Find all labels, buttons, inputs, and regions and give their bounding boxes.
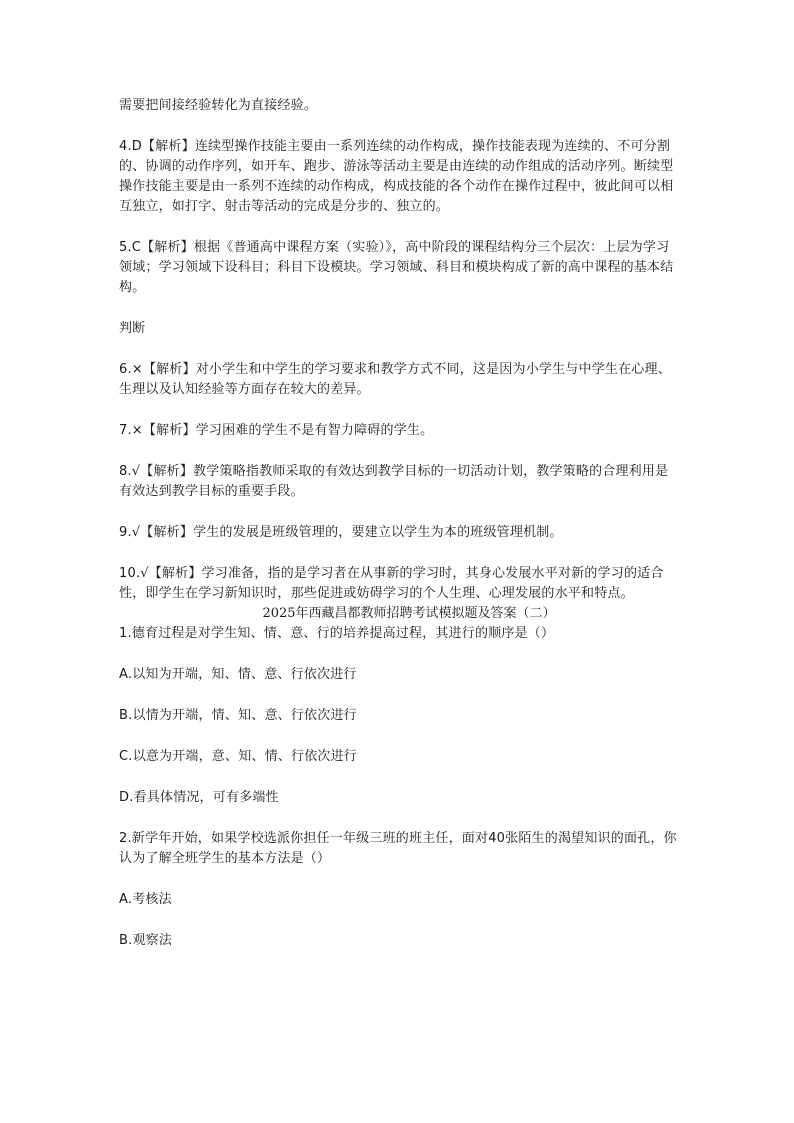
question-2-option-b: B.观察法 <box>119 933 173 948</box>
question-2: 2.新学年开始，如果学校选派你担任一年级三班的班主任，面对40张陌生的渴望知识的面孔，你认为了解全班学生的基本方法是（） <box>119 831 677 866</box>
question-1: 1.德育过程是对学生知、情、意、行的培养提高过程，其进行的顺序是（） <box>119 626 555 641</box>
question-1-option-a: A.以知为开端，知、情、意、行依次进行 <box>119 667 357 682</box>
question-1-option-b: B.以情为开端，情、知、意、行依次进行 <box>119 708 357 723</box>
question-1-option-c: C.以意为开端，意、知、情、行依次进行 <box>119 749 358 764</box>
question-1-option-d: D.看具体情况，可有多端性 <box>119 790 279 805</box>
answer-tail: 需要把间接经验转化为直接经验。 <box>119 98 318 113</box>
answer-6: 6.×【解析】对小学生和中学生的学习要求和教学方式不同，这是因为小学生与中学生在心理、生理以及认知经验等方面存在较大的差异。 <box>119 362 671 397</box>
answer-10: 10.√【解析】学习准备，指的是学习者在从事新的学习时，其身心发展水平对新的学习的适合性，即学生在学习新知识时，那些促进或妨碍学习的个人生理、心理发展的水平和特点。 <box>119 566 664 601</box>
question-2-option-a: A.考核法 <box>119 892 172 907</box>
section-heading-judgment: 判断 <box>119 321 146 336</box>
exam-title: 2025年西藏昌都教师招聘考试模拟题及答案（二） <box>262 606 556 621</box>
answer-8: 8.√【解析】教学策略指教师采取的有效达到教学目标的一切活动计划，教学策略的合理利用是有效达到教学目标的重要手段。 <box>119 464 669 499</box>
answer-5: 5.C【解析】根据《普通高中课程方案（实验）》，高中阶段的课程结构分三个层次：上层为学习领域；学习领域下设科目；科目下设模块。学习领域、科目和模块构成了新的高中课程的基本结构。 <box>119 240 674 295</box>
answer-4: 4.D【解析】连续型操作技能主要由一系列连续的动作构成，操作技能表现为连续的、不可分割的、协调的动作序列，如开车、跑步、游泳等活动主要是由连续的动作组成的活动序列。断续型操作技能主要是由一系列不连续的动作构成，构成技能的各个动作在操作过程中，彼此间可以相互独立，如打字、射击等活动的完成是分步的、独立的。 <box>119 139 674 214</box>
document-page <box>119 96 679 972</box>
answer-7: 7.×【解析】学习困难的学生不是有智力障碍的学生。 <box>119 423 434 438</box>
answer-9: 9.√【解析】学生的发展是班级管理的，要建立以学生为本的班级管理机制。 <box>119 525 563 540</box>
